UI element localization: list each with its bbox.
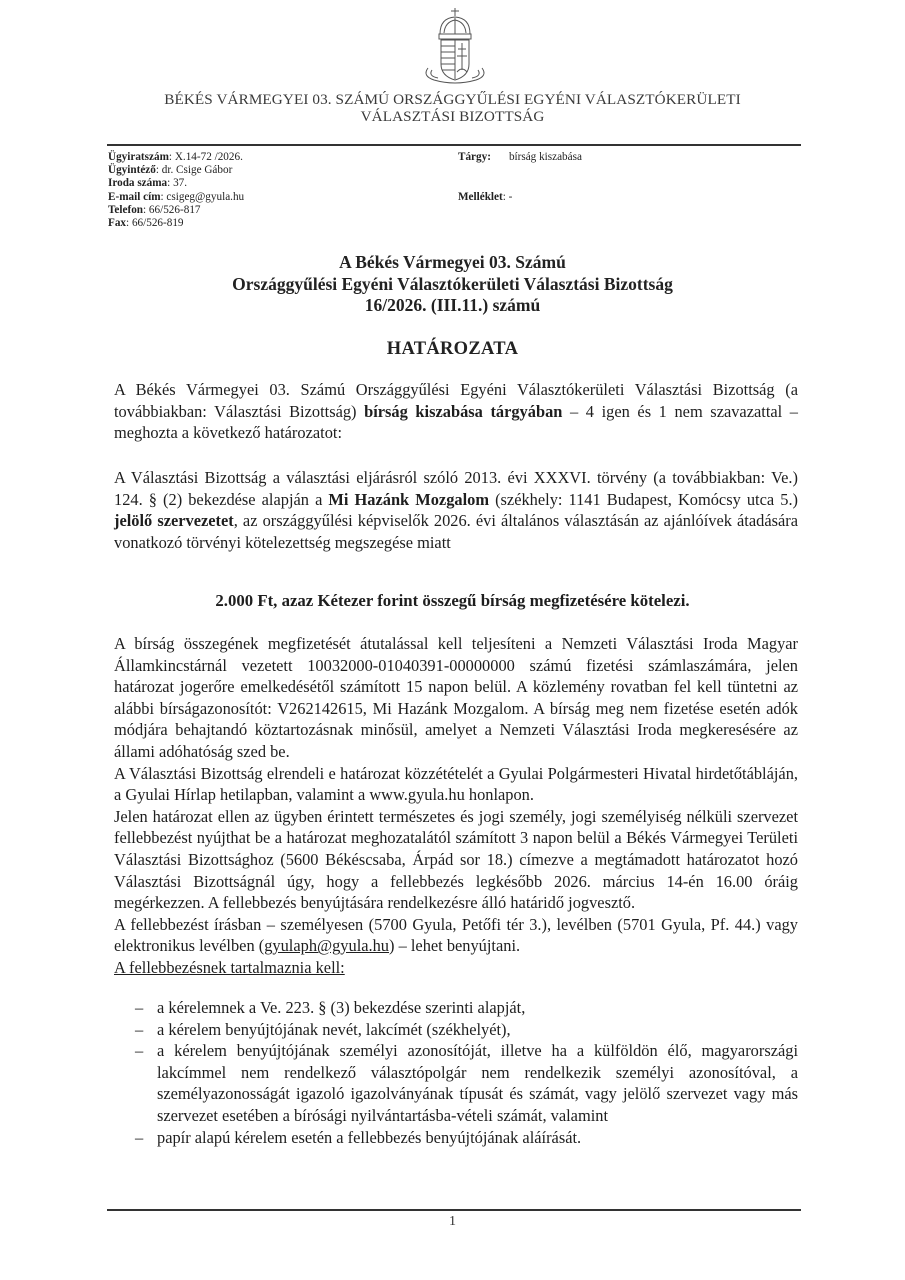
office-number-row: Iroda száma: 37. — [108, 177, 188, 190]
appeal-submission-paragraph: A fellebbezést írásban – személyesen (5700 Gyula, Petőfi tér 3.), levélben (5701 Gyula, Pf. 44.) vagy elektronikus levélben (gyulaph@gyula.hu) – lehet benyújtani. — [114, 914, 798, 956]
subject-row: Tárgy: bírság kiszabása — [458, 151, 582, 163]
page-number: 1 — [449, 1214, 456, 1229]
publication-paragraph: A Választási Bizottság elrendeli e határozat közzétételét a Gyulai Polgármesteri Hivatal hirdetőtábláján, a Gyulai Hírlap hetilapban, valamint a www.gyula.hu honlapon. — [114, 763, 798, 805]
footer-divider — [107, 1209, 801, 1211]
justification-block — [114, 633, 798, 979]
fax-row: Fax: 66/526-819 — [108, 217, 184, 230]
hungarian-coat-of-arms-icon — [420, 6, 490, 88]
case-metadata — [108, 151, 244, 230]
requirement-item: – a kérelem benyújtójának nevét, lakcímét (székhelyét), — [135, 1019, 511, 1039]
appeal-email-link[interactable]: gyulaph@gyula.hu — [264, 936, 390, 956]
attachment-row: Melléklet: - — [458, 190, 513, 203]
decision-paragraph: A Választási Bizottság a választási eljárásról szóló 2013. évi XXXVI. törvény (a továbbiakban: Ve.) 124. § (2) bekezdése alapján a Mi Hazánk Mozgalom (székhely: 1141 Budapest, Komócsy utca 5.) jelölő szervezetet, az országgyűlési képviselők 2026. évi általános választásán az ajánlóívek átadására vonatkozó törvényi kötelezettség megszegése miatt — [114, 468, 798, 552]
intro-paragraph: A Békés Vármegyei 03. Számú Országgyűlési Egyéni Választókerületi Választási Bizottság (a továbbiakban: Választási Bizottság) bírság kiszabása tárgyában – 4 igen és 1 nem szavazattal – meghozta a következő határozatot: — [114, 380, 798, 443]
resolution-title: A Békés Vármegyei 03. Számú Országgyűlési Egyéni Választókerületi Választási Bizottság 16/2026. (III.11.) számú — [232, 252, 673, 315]
phone-row: Telefon: 66/526-817 — [108, 203, 201, 216]
appeal-paragraph: Jelen határozat ellen az ügyben érintett természetes és jogi személy, jogi személyiség nélküli szervezet fellebbezést nyújthat be a határozat meghozatalától számított 3 napon belül a Békés Vármegyei Területi Választási Bizottsághoz (5600 Békéscsaba, Árpád sor 18.) címezve a megtámadott határozatot hozó Választási Bizottságnál úgy, hogy a fellebbezés legkésőbb 2026. március 14-én 16.00 óráig megérkezzen. A fellebbezés benyújtására rendelkezésre álló határidő jogvesztő. — [114, 806, 798, 913]
case-officer-row: Ügyintéző: dr. Csige Gábor — [108, 164, 233, 177]
resolution-heading: HATÁROZATA — [386, 339, 519, 359]
subject-metadata — [458, 151, 582, 204]
email-row: E-mail cím: csigeg@gyula.hu — [108, 190, 245, 203]
requirement-item: – a kérelem benyújtójának személyi azonosítóját, illetve ha a külföldön élő, magyarországi lakcímmel nem rendelkező választópolgár nem rendelkezik személyi azonosítóval, a személyazonosságát igazoló igazolványának típusát és számát, vagy jelölő szervezet vagy más szervezet esetében a bírósági nyilvántartásba-vételi számát, valamint — [135, 1041, 798, 1125]
payment-paragraph: A bírság összegének megfizetését átutalással kell teljesíteni a Nemzeti Választási Iroda Magyar Államkincstárnál vezetett 10032000-01040391-00000000 számú fizetési számlaszámára, jelen határozat jogerőre emelkedésétől számított 15 napon belül. A közlemény rovatban fel kell tüntetni az alábbi bírságazonosítót: V262142615, Mi Hazánk Mozgalom. A bírság meg nem fizetése esetén adók módjára behajtandó köztartozásnak minősül, amelyet a Nemzeti Választási Iroda megkeresésére az állami adóhatóság szed be. — [114, 634, 798, 761]
requirements-heading: A fellebbezésnek tartalmaznia kell: — [114, 957, 345, 977]
requirement-item: – papír alapú kérelem esetén a fellebbezés benyújtójának aláírását. — [135, 1127, 582, 1147]
requirement-item: – a kérelemnek a Ve. 223. § (3) bekezdése szerinti alapját, — [135, 998, 526, 1017]
issuing-authority-line1: BÉKÉS VÁRMEGYEI 03. SZÁMÚ ORSZÁGGYŰLÉSI EGYÉNI VÁLASZTÓKERÜLETI — [164, 91, 741, 108]
issuing-authority-line2: VÁLASZTÁSI BIZOTTSÁG — [360, 108, 545, 125]
header-divider — [107, 144, 801, 146]
requirements-list — [135, 997, 798, 1148]
case-number-row: Ügyiratszám: X.14-72 /2026. — [108, 151, 243, 163]
fine-statement: 2.000 Ft, azaz Kétezer forint összegű bírság megfizetésére kötelezi. — [215, 591, 690, 610]
